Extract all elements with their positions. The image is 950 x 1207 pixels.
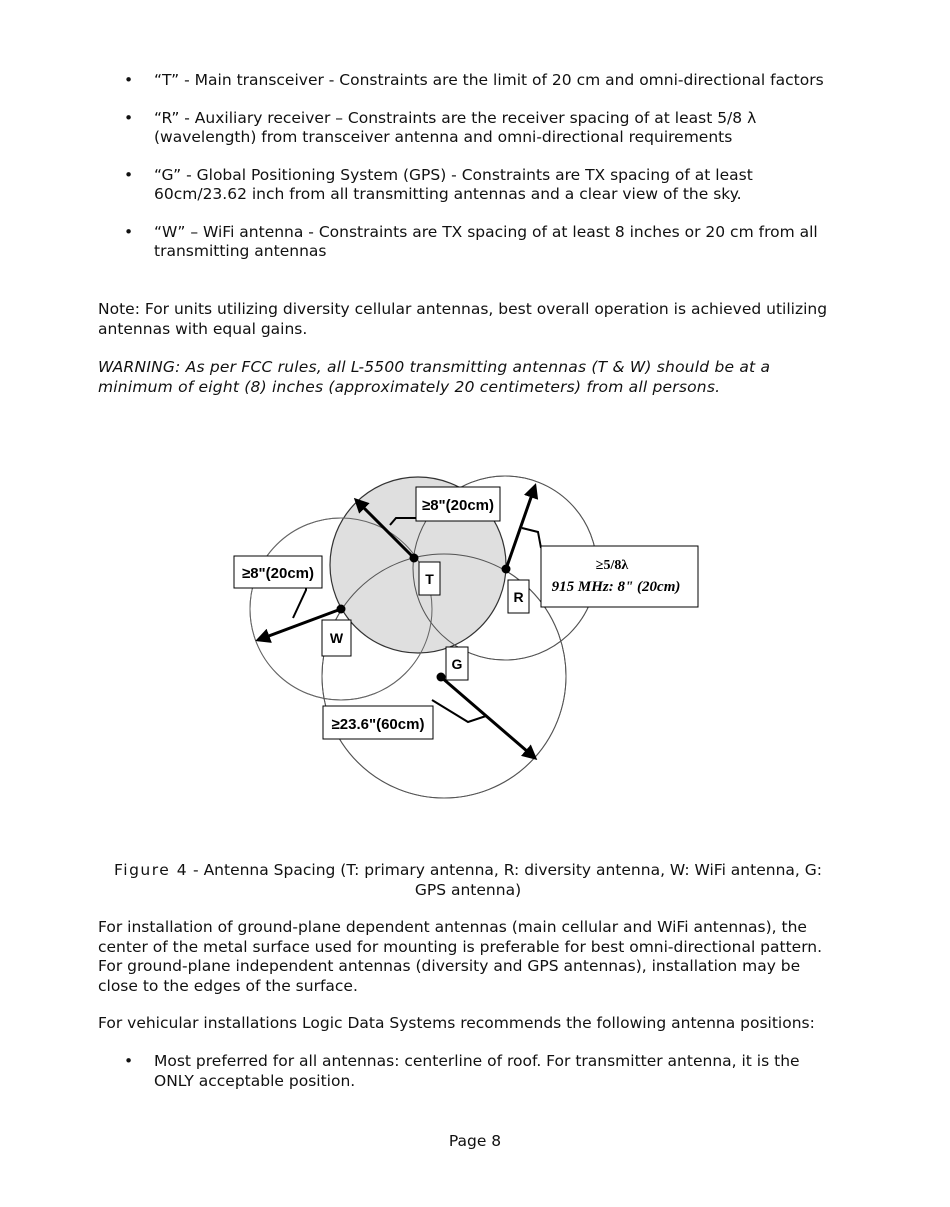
list-item-text: “G” - Global Positioning System (GPS) - Constraints are TX spacing of at least 60cm/23.62 inch from all transmitting antennas and a clear view of the sky. [154, 165, 753, 203]
t-antenna-label: T [425, 571, 434, 587]
t-distance-label: ≥8"(20cm) [421, 497, 495, 514]
w-antenna-label: W [329, 630, 344, 646]
g-antenna-label: G [451, 656, 463, 672]
list-item-text: “R” - Auxiliary receiver – Constraints are the receiver spacing of at least 5/8 λ (wavelength) from transceiver antenna and omni-directional requirements [154, 108, 757, 146]
list-item-text: “T” - Main transceiver - Constraints are the limit of 20 cm and omni-directional factors [154, 71, 824, 89]
g-distance-label: ≥23.6"(60cm) [331, 716, 425, 733]
r-distance-label-wavelength: ≥5/8λ [595, 558, 629, 573]
bullet-marker: • [124, 222, 134, 241]
bullet-marker: • [124, 165, 134, 184]
figure-caption [98, 861, 838, 900]
figure-caption-text: - Antenna Spacing (T: primary antenna, R: diversity antenna, W: WiFi antenna, G: GPS antenna) [188, 861, 822, 899]
r-distance-label-frequency: 915 MHz: 8" (20cm) [551, 579, 681, 595]
t-antenna-dot [410, 554, 419, 563]
w-label-leader [293, 588, 306, 618]
w-antenna-dot [337, 605, 346, 614]
g-label-leader [432, 700, 486, 722]
list-item-text: Most preferred for all antennas: centerline of roof. For transmitter antenna, it is the ONLY acceptable position. [154, 1052, 800, 1090]
page-number: Page 8 [448, 1132, 502, 1150]
list-item-text: “W” – WiFi antenna - Constraints are TX spacing of at least 8 inches or 20 cm from all transmitting antennas [154, 222, 818, 260]
bullet-marker: • [124, 1052, 134, 1070]
warning-paragraph: WARNING: As per FCC rules, all L-5500 transmitting antennas (T & W) should be at a minimum of eight (8) inches (approximately 20 centimeters) from all persons. [98, 358, 771, 396]
note-paragraph: Note: For units utilizing diversity cellular antennas, best overall operation is achieved utilizing antennas with equal gains. [98, 300, 828, 338]
r-label-leader [522, 528, 541, 548]
g-radius-arrow [441, 677, 535, 758]
list-item [98, 1052, 838, 1091]
ground-plane-paragraph: For installation of ground-plane dependent antennas (main cellular and WiFi antennas), the center of the metal surface used for mounting is preferable for best omni-directional pattern. For ground-plane independent antennas (diversity and GPS antennas), installation may be close to the edges of the surface. [98, 918, 823, 995]
figure-caption-prefix: Figure 4 [114, 861, 189, 879]
g-antenna-dot [437, 673, 446, 682]
vehicular-positions-list [98, 1052, 838, 1091]
r-radius-arrow [506, 486, 535, 569]
w-distance-label: ≥8"(20cm) [241, 565, 315, 582]
r-antenna-label: R [513, 589, 524, 605]
bullet-marker: • [124, 108, 134, 127]
vehicular-paragraph: For vehicular installations Logic Data Systems recommends the following antenna positions: [98, 1014, 815, 1032]
r-distance-box [541, 546, 698, 607]
bullet-marker: • [124, 71, 134, 89]
r-antenna-dot [502, 565, 511, 574]
